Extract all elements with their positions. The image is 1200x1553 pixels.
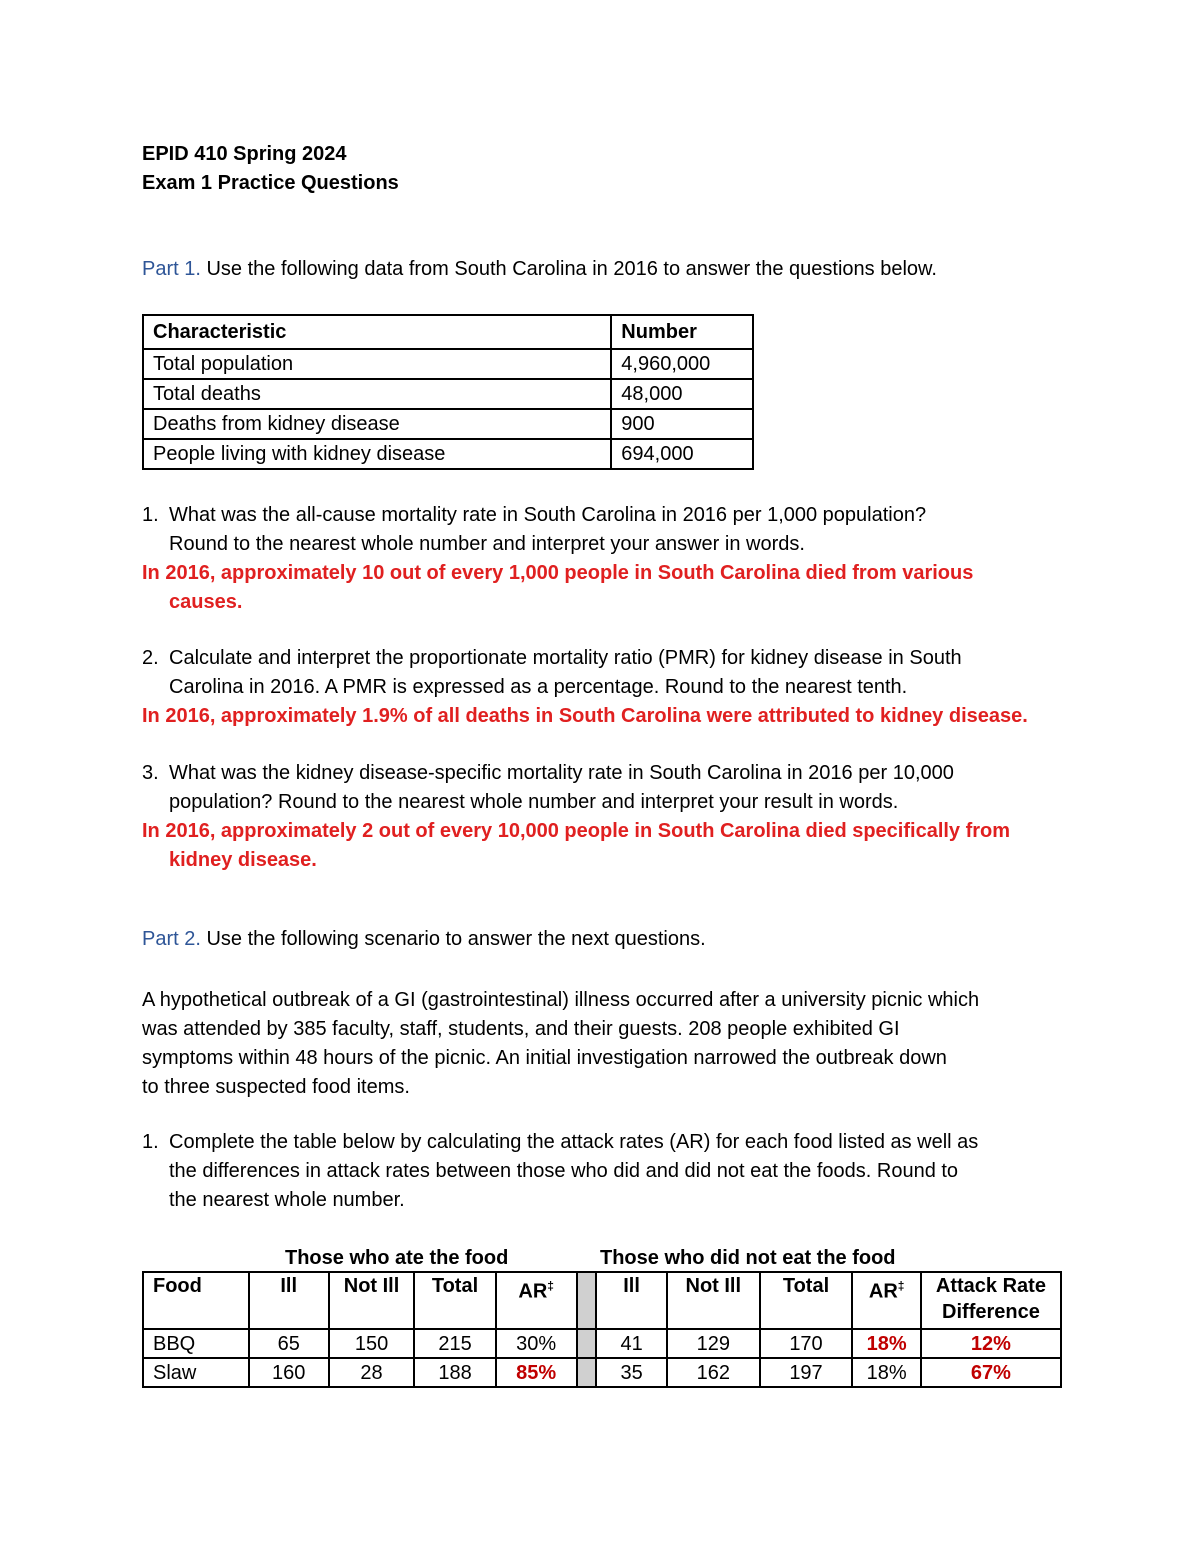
cell-ar-difference: 12%	[921, 1329, 1061, 1358]
question-text-line: Complete the table below by calculating the attack rates (AR) for each food listed as well as	[169, 1131, 979, 1153]
cell-number: 4,960,000	[611, 349, 753, 379]
double-dagger-mark: ‡	[547, 1279, 554, 1293]
cell-food: Slaw	[143, 1358, 249, 1387]
cell-characteristic: Total deaths	[143, 379, 611, 409]
cell-characteristic: Deaths from kidney disease	[143, 409, 611, 439]
part2-question-1	[142, 1128, 1062, 1215]
cell-characteristic: People living with kidney disease	[143, 439, 611, 469]
separator-column	[577, 1329, 596, 1358]
table-row	[143, 439, 753, 469]
scenario-line: A hypothetical outbreak of a GI (gastrointestinal) illness occurred after a university picnic which	[142, 989, 980, 1011]
cell-ar-2: 18%	[852, 1329, 920, 1358]
table-header-row	[143, 1272, 1061, 1329]
cell-ar: 30%	[496, 1329, 577, 1358]
sc-data-table	[142, 314, 754, 470]
separator-column	[577, 1358, 596, 1387]
header-ill: Ill	[249, 1272, 329, 1329]
question-text-line: What was the all-cause mortality rate in South Carolina in 2016 per 1,000 population?	[169, 504, 927, 526]
cell-ill-2: 35	[596, 1358, 667, 1387]
header-not-ill-2: Not Ill	[667, 1272, 760, 1329]
course-title: EPID 410 Spring 2024	[142, 143, 347, 165]
question-number: 3.	[142, 762, 159, 784]
header-total: Total	[414, 1272, 495, 1329]
question-text-line: What was the kidney disease-specific mortality rate in South Carolina in 2016 per 10,000	[169, 762, 954, 784]
separator-column	[577, 1272, 596, 1329]
part1-intro-text: Use the following data from South Carolina in 2016 to answer the questions below.	[200, 258, 937, 280]
cell-ar-difference: 67%	[921, 1358, 1061, 1387]
answer-line: In 2016, approximately 2 out of every 10,000 people in South Carolina died specifically from	[142, 820, 1011, 842]
question-3	[142, 759, 1062, 875]
answer-line: causes.	[169, 591, 243, 613]
double-dagger-mark: ‡	[897, 1279, 905, 1293]
question-text-line: the differences in attack rates between those who did and did not eat the foods. Round to	[169, 1160, 959, 1182]
cell-ill-2: 41	[596, 1329, 667, 1358]
question-text-line: Calculate and interpret the proportionate mortality ratio (PMR) for kidney disease in South	[169, 647, 962, 669]
answer-line: kidney disease.	[169, 849, 317, 871]
question-number: 1.	[142, 1131, 159, 1153]
cell-not-ill-2: 129	[667, 1329, 760, 1358]
answer-3	[142, 817, 1062, 875]
table-header-row	[143, 315, 753, 349]
document-page	[142, 140, 1062, 1384]
answer-line: In 2016, approximately 10 out of every 1,000 people in South Carolina died from various	[142, 562, 974, 584]
scenario-line: symptoms within 48 hours of the picnic. An initial investigation narrowed the outbreak down	[142, 1047, 947, 1069]
header-ar: AR‡	[496, 1272, 577, 1329]
cell-characteristic: Total population	[143, 349, 611, 379]
answer-1	[142, 559, 1062, 617]
cell-total-2: 170	[760, 1329, 853, 1358]
cell-ar: 85%	[496, 1358, 577, 1387]
answer-2	[142, 702, 1062, 731]
table-row	[143, 1329, 1061, 1358]
question-2	[142, 644, 1062, 731]
cell-not-ill: 150	[329, 1329, 415, 1358]
part1-label: Part 1.	[142, 258, 201, 280]
header-food: Food	[143, 1272, 249, 1329]
header-total-2: Total	[760, 1272, 853, 1329]
cell-number: 900	[611, 409, 753, 439]
header-not-ill: Not Ill	[329, 1272, 415, 1329]
group-ate-heading: Those who ate the food	[285, 1247, 509, 1269]
header-ar-2: AR‡	[852, 1272, 920, 1329]
cell-not-ill: 28	[329, 1358, 415, 1387]
header-ar-difference: Attack Rate Difference	[921, 1272, 1061, 1329]
question-text-line: Round to the nearest whole number and interpret your answer in words.	[169, 533, 805, 555]
cell-total-2: 197	[760, 1358, 853, 1387]
part1-intro	[142, 255, 937, 284]
table-row	[143, 1358, 1061, 1387]
question-1	[142, 501, 1062, 617]
cell-total: 215	[414, 1329, 495, 1358]
header-number: Number	[611, 315, 753, 349]
cell-number: 48,000	[611, 379, 753, 409]
cell-total: 188	[414, 1358, 495, 1387]
question-text-line: Carolina in 2016. A PMR is expressed as a percentage. Round to the nearest tenth.	[169, 676, 908, 698]
cell-ar-2: 18%	[852, 1358, 920, 1387]
question-number: 2.	[142, 647, 159, 669]
answer-line: In 2016, approximately 1.9% of all deaths in South Carolina were attributed to kidney disease.	[142, 705, 1028, 727]
question-number: 1.	[142, 504, 159, 526]
header-ill-2: Ill	[596, 1272, 667, 1329]
scenario-line: was attended by 385 faculty, staff, students, and their guests. 208 people exhibited GI	[142, 1018, 900, 1040]
question-text-line: population? Round to the nearest whole number and interpret your result in words.	[169, 791, 899, 813]
cell-ill: 65	[249, 1329, 329, 1358]
table-row	[143, 379, 753, 409]
part2-intro	[142, 925, 706, 954]
cell-not-ill-2: 162	[667, 1358, 760, 1387]
scenario-line: to three suspected food items.	[142, 1076, 410, 1098]
question-text-line: the nearest whole number.	[169, 1189, 405, 1211]
table-row	[143, 409, 753, 439]
part2-intro-text: Use the following scenario to answer the next questions.	[200, 928, 706, 950]
part2-label: Part 2.	[142, 928, 201, 950]
attack-rate-table	[142, 1271, 1062, 1388]
scenario-paragraph	[142, 986, 1062, 1102]
cell-number: 694,000	[611, 439, 753, 469]
group-not-heading: Those who did not eat the food	[600, 1247, 896, 1269]
exam-title: Exam 1 Practice Questions	[142, 172, 399, 194]
cell-food: BBQ	[143, 1329, 249, 1358]
table-row	[143, 349, 753, 379]
header-characteristic: Characteristic	[143, 315, 611, 349]
cell-ill: 160	[249, 1358, 329, 1387]
